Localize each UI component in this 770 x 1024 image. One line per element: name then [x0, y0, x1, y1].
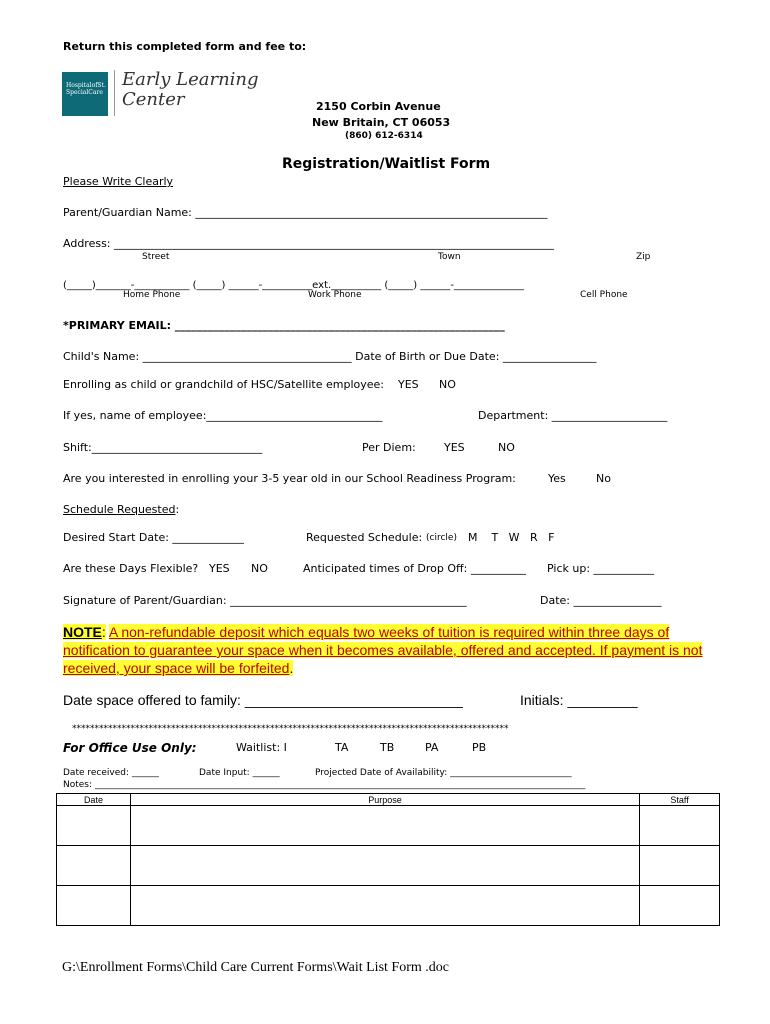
- parent-name-field[interactable]: Parent/Guardian Name: ________________________________________________________________: [63, 206, 548, 219]
- date-input-field[interactable]: Date Input: ______: [199, 768, 280, 778]
- table-row: [57, 806, 720, 846]
- signature-date-field[interactable]: Date: ________________: [540, 594, 662, 607]
- logo-divider: [114, 70, 115, 116]
- staff-cell[interactable]: [640, 886, 720, 926]
- date-received-field[interactable]: Date received: ______: [63, 768, 159, 778]
- requested-schedule-label: Requested Schedule:: [306, 531, 423, 544]
- table-row: [57, 886, 720, 926]
- street-caption: Street: [142, 252, 170, 262]
- notes-field[interactable]: Notes: _____________________________________________________________________________________________________________: [63, 780, 586, 790]
- separator-stars: *************************************************************************************************: [72, 724, 509, 734]
- purpose-cell[interactable]: [130, 886, 639, 926]
- form-title: Registration/Waitlist Form: [282, 156, 491, 172]
- zip-caption: Zip: [636, 252, 651, 262]
- purpose-cell[interactable]: [130, 846, 639, 886]
- enrolling-no[interactable]: NO: [439, 378, 456, 391]
- col-date: Date: [57, 794, 131, 806]
- waitlist-pb[interactable]: PB: [472, 741, 487, 754]
- early-learning-logo-text: [122, 70, 259, 110]
- waitlist-label: Waitlist: I: [236, 741, 287, 754]
- signature-field[interactable]: Signature of Parent/Guardian: ___________________________________________: [63, 594, 467, 607]
- center-phone: (860) 612-6314: [345, 131, 423, 141]
- note-sep: :: [101, 624, 106, 640]
- readiness-no[interactable]: No: [596, 472, 611, 485]
- date-offered-field[interactable]: Date space offered to family: ____________________________: [63, 692, 463, 708]
- projected-date-field[interactable]: Projected Date of Availability: ___________________________: [315, 768, 572, 778]
- waitlist-tb[interactable]: TB: [380, 741, 395, 754]
- employee-name-field[interactable]: If yes, name of employee:________________________________: [63, 409, 383, 422]
- office-log-table: [56, 793, 720, 926]
- drop-off-field[interactable]: Anticipated times of Drop Off: __________: [303, 562, 526, 575]
- department-field[interactable]: Department: _____________________: [478, 409, 668, 422]
- schedule-colon: :: [175, 503, 180, 516]
- shift-field[interactable]: Shift:_______________________________: [63, 441, 263, 454]
- address-line-2: New Britain, CT 06053: [312, 116, 451, 129]
- per-diem-yes[interactable]: YES: [444, 441, 465, 454]
- office-use-heading: For Office Use Only:: [63, 741, 197, 755]
- purpose-cell[interactable]: [130, 806, 639, 846]
- home-phone-caption: Home Phone: [123, 290, 181, 300]
- hospital-logo: [62, 72, 108, 116]
- waitlist-pa[interactable]: PA: [425, 741, 439, 754]
- date-cell[interactable]: [57, 806, 131, 846]
- enrolling-yes[interactable]: YES: [398, 378, 419, 391]
- date-cell[interactable]: [57, 846, 131, 886]
- logo-box-text: HospitalofSt. SpecialCare: [66, 82, 106, 96]
- logo-line-2: Center: [122, 89, 185, 110]
- address-line-1: 2150 Corbin Avenue: [316, 100, 441, 113]
- flexible-yes[interactable]: YES: [209, 562, 230, 575]
- initials-field[interactable]: Initials: _________: [520, 692, 638, 708]
- deposit-note: [63, 623, 713, 677]
- primary-email-field[interactable]: *PRIMARY EMAIL: ____________________________________________________________: [63, 319, 505, 332]
- schedule-requested-heading: [63, 503, 179, 516]
- flexible-no[interactable]: NO: [251, 562, 268, 575]
- logo-line-1: Early Learning: [122, 69, 259, 90]
- staff-cell[interactable]: [640, 846, 720, 886]
- note-text-2: notification to guarantee your space when it becomes available, offered and accepted. If payment is not: [63, 642, 703, 658]
- per-diem-no[interactable]: NO: [498, 441, 515, 454]
- col-staff: Staff: [640, 794, 720, 806]
- readiness-yes[interactable]: Yes: [548, 472, 566, 485]
- staff-cell[interactable]: [640, 806, 720, 846]
- phone-fields[interactable]: (_____)_______-___________ (_____) ______-__________ext.__________ (_____) ______-______________: [63, 280, 524, 291]
- note-label: NOTE: [63, 624, 102, 640]
- date-cell[interactable]: [57, 886, 131, 926]
- write-clearly: Please Write Clearly: [63, 175, 174, 188]
- pick-up-field[interactable]: Pick up: ___________: [547, 562, 655, 575]
- child-name-field[interactable]: Child's Name: ______________________________________ Date of Birth or Due Date: _________________: [63, 350, 597, 363]
- flexible-question: Are these Days Flexible?: [63, 562, 199, 575]
- note-period: .: [289, 660, 294, 676]
- work-phone-caption: Work Phone: [308, 290, 362, 300]
- table-header-row: [57, 794, 720, 806]
- note-text-1: A non-refundable deposit which equals two weeks of tuition is required within three days of: [108, 624, 670, 640]
- circle-hint: (circle): [426, 533, 457, 543]
- return-instruction: Return this completed form and fee to:: [63, 40, 307, 53]
- col-purpose: Purpose: [130, 794, 639, 806]
- file-path-footer: G:\Enrollment Forms\Child Care Current Forms\Wait List Form .doc: [62, 960, 449, 975]
- enrolling-question: Enrolling as child or grandchild of HSC/Satellite employee:: [63, 378, 384, 391]
- per-diem-label: Per Diem:: [362, 441, 416, 454]
- readiness-question: Are you interested in enrolling your 3-5 year old in our School Readiness Program:: [63, 472, 516, 485]
- address-field[interactable]: Address: ________________________________________________________________________________: [63, 237, 555, 250]
- cell-phone-caption: Cell Phone: [580, 290, 628, 300]
- table-row: [57, 846, 720, 886]
- schedule-days[interactable]: M T W R F: [468, 531, 555, 544]
- schedule-requested-label: Schedule Requested: [63, 503, 176, 516]
- start-date-field[interactable]: Desired Start Date: _____________: [63, 531, 244, 544]
- waitlist-ta[interactable]: TA: [335, 741, 349, 754]
- note-text-3: received, your space will be forfeited: [63, 660, 290, 676]
- town-caption: Town: [438, 252, 461, 262]
